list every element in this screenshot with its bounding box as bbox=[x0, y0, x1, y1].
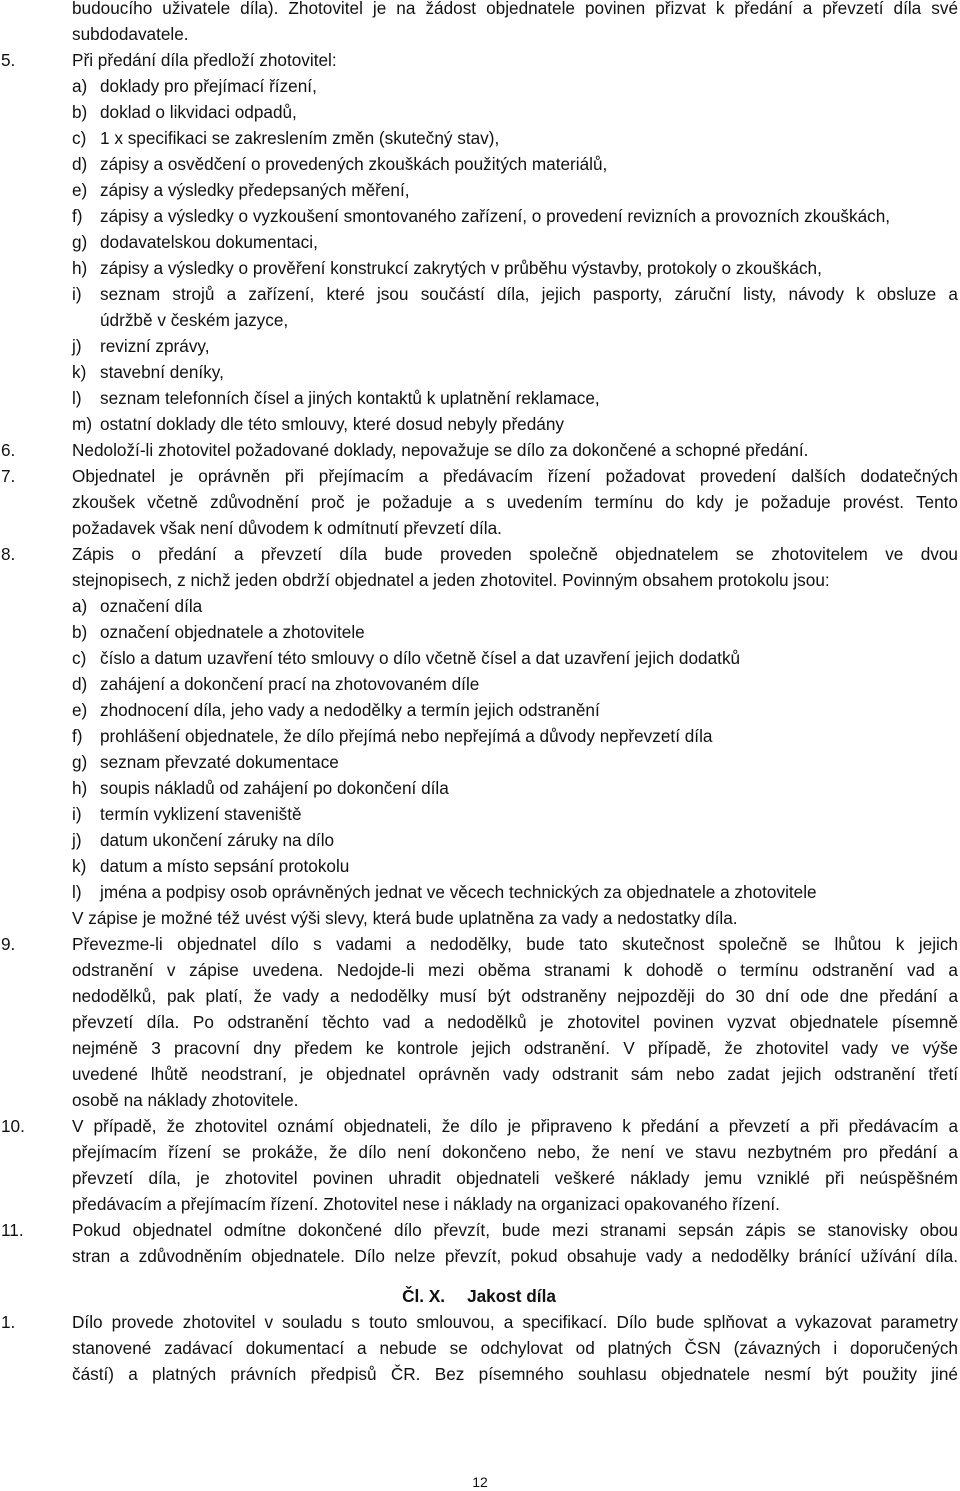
list-item bbox=[0, 801, 958, 827]
paragraph-7 bbox=[0, 463, 958, 489]
list-item bbox=[0, 697, 958, 723]
paragraph-text: předávacím a přejímacím řízení. Zhotovitel nese i náklady na organizaci opakovaného řízení. bbox=[72, 1194, 780, 1214]
list-letter: j) bbox=[72, 336, 82, 356]
paragraph-text: nejméně 3 pracovní dny předem ke kontrole jejich odstranění. V případě, že zhotovitel vady ve výše bbox=[72, 1038, 958, 1058]
list-text: zápisy a výsledky o vyzkoušení smontovaného zařízení, o provedení revizních a provozních zkouškách, bbox=[100, 206, 891, 226]
paragraph-6 bbox=[0, 437, 958, 463]
paragraph-8 bbox=[0, 541, 958, 567]
text-line bbox=[0, 905, 958, 931]
paragraph-number: 1. bbox=[1, 1312, 16, 1332]
list-text: termín vyklizení staveniště bbox=[100, 804, 302, 824]
list-letter: k) bbox=[72, 362, 87, 382]
list-item bbox=[0, 619, 958, 645]
list-item bbox=[0, 99, 958, 125]
paragraph-number: 7. bbox=[1, 466, 16, 486]
list-item-continuation bbox=[0, 307, 958, 333]
list-item bbox=[0, 411, 958, 437]
list-item bbox=[0, 879, 958, 905]
text-line bbox=[0, 489, 958, 515]
list-item bbox=[0, 723, 958, 749]
list-item bbox=[0, 775, 958, 801]
list-text: doklady pro přejímací řízení, bbox=[100, 76, 317, 96]
list-item bbox=[0, 255, 958, 281]
list-letter: m) bbox=[72, 414, 93, 434]
text-line bbox=[0, 1335, 958, 1361]
list-item bbox=[0, 229, 958, 255]
text-line bbox=[0, 0, 958, 21]
text-line bbox=[0, 21, 958, 47]
paragraph-text: požadavek však není důvodem k odmítnutí převzetí díla. bbox=[72, 518, 502, 538]
paragraph-text: budoucího uživatele díla). Zhotovitel je na žádost objednatele povinen přizvat k předání a převzetí díla své bbox=[72, 0, 958, 18]
list-item bbox=[0, 671, 958, 697]
list-item bbox=[0, 281, 958, 307]
text-line bbox=[0, 983, 958, 1009]
text-line bbox=[0, 1087, 958, 1113]
list-letter: c) bbox=[72, 648, 87, 668]
section-title: Jakost díla bbox=[467, 1286, 556, 1306]
list-item bbox=[0, 203, 958, 229]
paragraph-text: Objednatel je oprávněn při přejímacím a předávacím řízení požadovat provedení dalších dodatečných bbox=[72, 466, 958, 486]
paragraph-text: zkoušek včetně zdůvodnění proč je požaduje a s uvedením termínu do kdy je požaduje provést. Tento bbox=[72, 492, 958, 512]
text-line bbox=[0, 1009, 958, 1035]
paragraph-1 bbox=[0, 1309, 958, 1335]
list-text: zápisy a osvědčení o provedených zkouškách použitých materiálů, bbox=[100, 154, 608, 174]
text-line bbox=[0, 1165, 958, 1191]
list-letter: d) bbox=[72, 674, 88, 694]
list-text: datum ukončení záruky na dílo bbox=[100, 830, 335, 850]
paragraph-11 bbox=[0, 1217, 958, 1243]
list-letter: h) bbox=[72, 258, 88, 278]
page-number: 12 bbox=[472, 1474, 488, 1490]
list-text: číslo a datum uzavření této smlouvy o dílo včetně čísel a dat uzavření jejich dodatků bbox=[100, 648, 741, 668]
list-item bbox=[0, 827, 958, 853]
paragraph-text: stejnopisech, z nichž jeden obdrží objednatel a jeden zhotovitel. Povinným obsahem protokolu jsou: bbox=[72, 570, 830, 590]
list-letter: j) bbox=[72, 830, 82, 850]
paragraph-text: odstranění v zápise uvedena. Nedojde-li mezi oběma stranami k dohodě o termínu odstranění vad a bbox=[72, 960, 958, 980]
list-text: zápisy a výsledky o prověření konstrukcí zakrytých v průběhu výstavby, protokoly o zkouškách, bbox=[100, 258, 822, 278]
paragraph-10 bbox=[0, 1113, 958, 1139]
paragraph-number: 10. bbox=[1, 1116, 25, 1136]
list-letter: l) bbox=[72, 388, 82, 408]
list-text: zahájení a dokončení prací na zhotovovaném díle bbox=[100, 674, 480, 694]
text-line bbox=[0, 1361, 958, 1387]
list-item bbox=[0, 593, 958, 619]
list-letter: a) bbox=[72, 76, 88, 96]
paragraph-number: 5. bbox=[1, 50, 16, 70]
text-line bbox=[0, 567, 958, 593]
text-line bbox=[0, 515, 958, 541]
list-text: dodavatelskou dokumentaci, bbox=[100, 232, 318, 252]
paragraph-text: Nedoloží-li zhotovitel požadované doklady, nepovažuje se dílo za dokončené a schopné předání. bbox=[72, 440, 809, 460]
text-line bbox=[0, 957, 958, 983]
list-letter: g) bbox=[72, 752, 88, 772]
section-number: Čl. X. bbox=[402, 1286, 446, 1306]
list-letter: f) bbox=[72, 206, 83, 226]
paragraph-text: převzetí díla. Po odstranění těchto vad a nedodělků je zhotovitel povinen vyzvat objednatele písemně bbox=[72, 1012, 958, 1032]
list-text: revizní zprávy, bbox=[100, 336, 210, 356]
paragraph-text: Pokud objednatel odmítne dokončené dílo převzít, bude mezi stranami sepsán zápis se stanovisky obou bbox=[72, 1220, 958, 1240]
list-text: zápisy a výsledky předepsaných měření, bbox=[100, 180, 410, 200]
list-item bbox=[0, 73, 958, 99]
list-text: označení objednatele a zhotovitele bbox=[100, 622, 365, 642]
paragraph-text: převzetí díla, je zhotovitel povinen uhradit objednateli veškeré náklady jemu vzniklé při neúspěšném bbox=[72, 1168, 958, 1188]
list-letter: b) bbox=[72, 622, 88, 642]
text-line bbox=[0, 1061, 958, 1087]
list-item bbox=[0, 645, 958, 671]
paragraph-text: V zápise je možné též uvést výši slevy, která bude uplatněna za vady a nedostatky díla. bbox=[72, 908, 738, 928]
list-text: ostatní doklady dle této smlouvy, které dosud nebyly předány bbox=[100, 414, 565, 434]
paragraph-9 bbox=[0, 931, 958, 957]
list-text: datum a místo sepsání protokolu bbox=[100, 856, 350, 876]
list-letter: i) bbox=[72, 804, 82, 824]
list-letter: e) bbox=[72, 180, 88, 200]
paragraph-number: 11. bbox=[1, 1220, 24, 1240]
list-item bbox=[0, 385, 958, 411]
paragraph-number: 6. bbox=[1, 440, 16, 460]
paragraph-text: stanovené zadávací dokumentací a nebude se odchylovat od platných ČSN (závazných i doporučených bbox=[72, 1338, 958, 1358]
list-text: 1 x specifikaci se zakreslením změn (skutečný stav), bbox=[100, 128, 500, 148]
list-item bbox=[0, 125, 958, 151]
text-line bbox=[0, 1191, 958, 1217]
paragraph-text: subdodavatele. bbox=[72, 24, 189, 44]
paragraph-number: 8. bbox=[1, 544, 16, 564]
list-text: prohlášení objednatele, že dílo přejímá nebo nepřejímá a důvody nepřevzetí díla bbox=[100, 726, 713, 746]
paragraph-text: V případě, že zhotovitel oznámí objednateli, že dílo je připraveno k předání a převzetí a při předávacím a bbox=[72, 1116, 958, 1136]
paragraph-text: Dílo provede zhotovitel v souladu s touto smlouvou, a specifikací. Dílo bude splňovat a vykazovat parametry bbox=[72, 1312, 958, 1332]
list-text: jména a podpisy osob oprávněných jednat ve věcech technických za objednatele a zhotovitele bbox=[100, 882, 817, 902]
text-line bbox=[0, 1139, 958, 1165]
list-item bbox=[0, 749, 958, 775]
paragraph-text: částí) a platných právních předpisů ČR. Bez písemného souhlasu objednatele nesmí být použity jiné bbox=[72, 1364, 958, 1384]
list-letter: l) bbox=[72, 882, 82, 902]
list-text: soupis nákladů od zahájení po dokončení díla bbox=[100, 778, 449, 798]
list-text: seznam převzaté dokumentace bbox=[100, 752, 339, 772]
list-letter: h) bbox=[72, 778, 88, 798]
list-letter: f) bbox=[72, 726, 83, 746]
list-item bbox=[0, 333, 958, 359]
paragraph-text: Při předání díla předloží zhotovitel: bbox=[72, 50, 337, 70]
paragraph-text: nedodělků, pak platí, že vady a nedodělky musí být odstraněny nejpozději do 30 dní ode dne předání a bbox=[72, 986, 958, 1006]
list-text: údržbě v českém jazyce, bbox=[100, 310, 289, 330]
list-item bbox=[0, 359, 958, 385]
paragraph-text: Převezme-li objednatel dílo s vadami a nedodělky, bude tato skutečnost společně se lhůtou k jejich bbox=[72, 934, 958, 954]
paragraph-text: stran a zdůvodněním objednatele. Dílo nelze převzít, pokud obsahuje vady a nedodělky bránící užívání díla. bbox=[72, 1246, 958, 1266]
paragraph-text: osobě na náklady zhotovitele. bbox=[72, 1090, 299, 1110]
list-item bbox=[0, 177, 958, 203]
list-text: zhodnocení díla, jeho vady a nedodělky a termín jejich odstranění bbox=[100, 700, 600, 720]
list-text: seznam strojů a zařízení, které jsou součástí díla, jejich pasporty, záruční listy, návody k obsluze a bbox=[100, 284, 958, 304]
list-letter: k) bbox=[72, 856, 87, 876]
list-text: označení díla bbox=[100, 596, 203, 616]
list-letter: e) bbox=[72, 700, 88, 720]
list-letter: a) bbox=[72, 596, 88, 616]
list-text: doklad o likvidaci odpadů, bbox=[100, 102, 297, 122]
paragraph-number: 9. bbox=[1, 934, 16, 954]
paragraph-text: uvedené lhůtě neodstraní, je objednatel oprávněn vady odstranit sám nebo zadat jejich odstranění třetí bbox=[72, 1064, 958, 1084]
list-text: seznam telefonních čísel a jiných kontaktů k uplatnění reklamace, bbox=[100, 388, 600, 408]
list-letter: c) bbox=[72, 128, 87, 148]
list-item bbox=[0, 151, 958, 177]
list-letter: d) bbox=[72, 154, 88, 174]
section-heading bbox=[0, 1283, 958, 1309]
paragraph-text: Zápis o předání a převzetí díla bude proveden společně objednatelem se zhotovitelem ve dvou bbox=[72, 544, 958, 564]
list-letter: b) bbox=[72, 102, 88, 122]
paragraph-5 bbox=[0, 47, 958, 73]
list-item bbox=[0, 853, 958, 879]
list-letter: g) bbox=[72, 232, 88, 252]
text-line bbox=[0, 1035, 958, 1061]
text-line bbox=[0, 1243, 958, 1269]
list-letter: i) bbox=[72, 284, 82, 304]
paragraph-text: přejímacím řízení se prokáže, že dílo není dokončeno nebo, že není ve stavu nezbytném pro předání a bbox=[72, 1142, 958, 1162]
list-text: stavební deníky, bbox=[100, 362, 224, 382]
